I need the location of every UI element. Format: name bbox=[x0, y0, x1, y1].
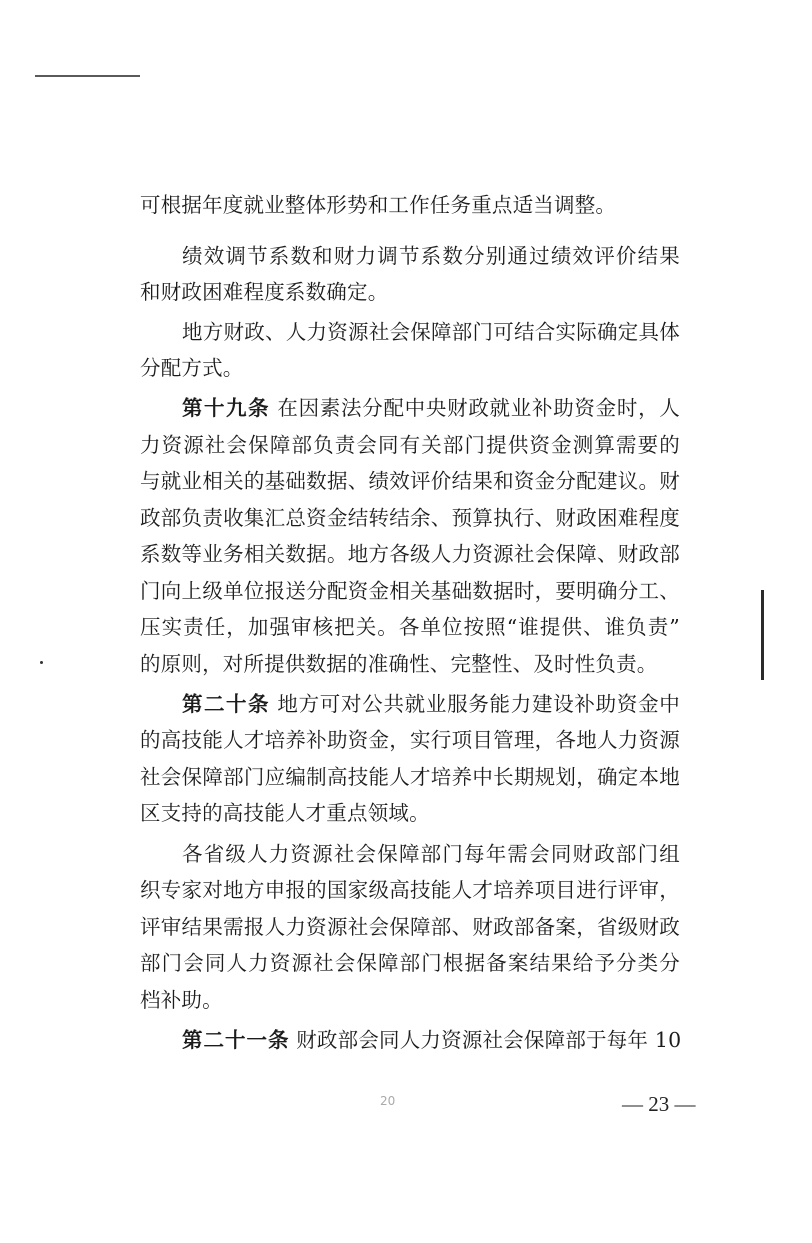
text-line: 系数等业务相关数据。地方各级人力资源社会保障、财政部 bbox=[140, 542, 680, 566]
scan-artifact-top-rule bbox=[35, 75, 140, 77]
text-line: 和财政困难程度系数确定。 bbox=[140, 280, 389, 304]
text-fragment: 地方可对公共就业服务能力建设补助资金中 bbox=[277, 692, 681, 716]
page-number: — 23 — bbox=[622, 1092, 696, 1116]
text-line: 力资源社会保障部负责会同有关部门提供资金测算需要的 bbox=[140, 433, 680, 457]
text-line: 压实责任，加强审核把关。各单位按照“谁提供、谁负责” bbox=[140, 615, 680, 639]
article-19-first-line bbox=[182, 393, 680, 423]
text-fragment: 财政部会同人力资源社会保障部于每年 10 bbox=[296, 1028, 682, 1052]
article-20-first-line bbox=[182, 689, 680, 719]
text-line: 分配方式。 bbox=[140, 356, 244, 380]
text-line: 政部负责收集汇总资金结转结余、预算执行、财政困难程度 bbox=[140, 506, 680, 530]
scan-artifact-dot bbox=[40, 661, 43, 664]
article-21-first-line bbox=[182, 1025, 680, 1055]
text-line: 各省级人力资源社会保障部门每年需会同财政部门组 bbox=[182, 842, 680, 866]
text-line: 织专家对地方申报的国家级高技能人才培养项目进行评审， bbox=[140, 878, 680, 902]
text-line: 的高技能人才培养补助资金，实行项目管理，各地人力资源 bbox=[140, 728, 680, 752]
text-line: 区支持的高技能人才重点领域。 bbox=[140, 801, 430, 825]
text-line: 社会保障部门应编制高技能人才培养中长期规划，确定本地 bbox=[140, 765, 680, 789]
text-line: 绩效调节系数和财力调节系数分别通过绩效评价结果 bbox=[182, 244, 680, 268]
text-line: 评审结果需报人力资源社会保障部、财政部备案，省级财政 bbox=[140, 915, 680, 939]
text-line: 与就业相关的基础数据、绩效评价结果和资金分配建议。财 bbox=[140, 469, 680, 493]
text-line: 地方财政、人力资源社会保障部门可结合实际确定具体 bbox=[182, 320, 680, 344]
faint-stamp-mark: 20 bbox=[380, 1094, 396, 1108]
text-line: 的原则，对所提供数据的准确性、完整性、及时性负责。 bbox=[140, 652, 658, 676]
article-heading: 第二十一条 bbox=[182, 1028, 290, 1052]
text-fragment: 在因素法分配中央财政就业补助资金时，人 bbox=[277, 396, 681, 420]
article-heading: 第二十条 bbox=[182, 692, 271, 716]
article-heading: 第十九条 bbox=[182, 396, 271, 420]
text-line: 门向上级单位报送分配资金相关基础数据时，要明确分工、 bbox=[140, 579, 680, 603]
scan-artifact-right-mark bbox=[761, 590, 764, 680]
text-line: 部门会同人力资源社会保障部门根据备案结果给予分类分 bbox=[140, 951, 680, 975]
text-line: 可根据年度就业整体形势和工作任务重点适当调整。 bbox=[140, 193, 617, 217]
text-line: 档补助。 bbox=[140, 988, 223, 1012]
